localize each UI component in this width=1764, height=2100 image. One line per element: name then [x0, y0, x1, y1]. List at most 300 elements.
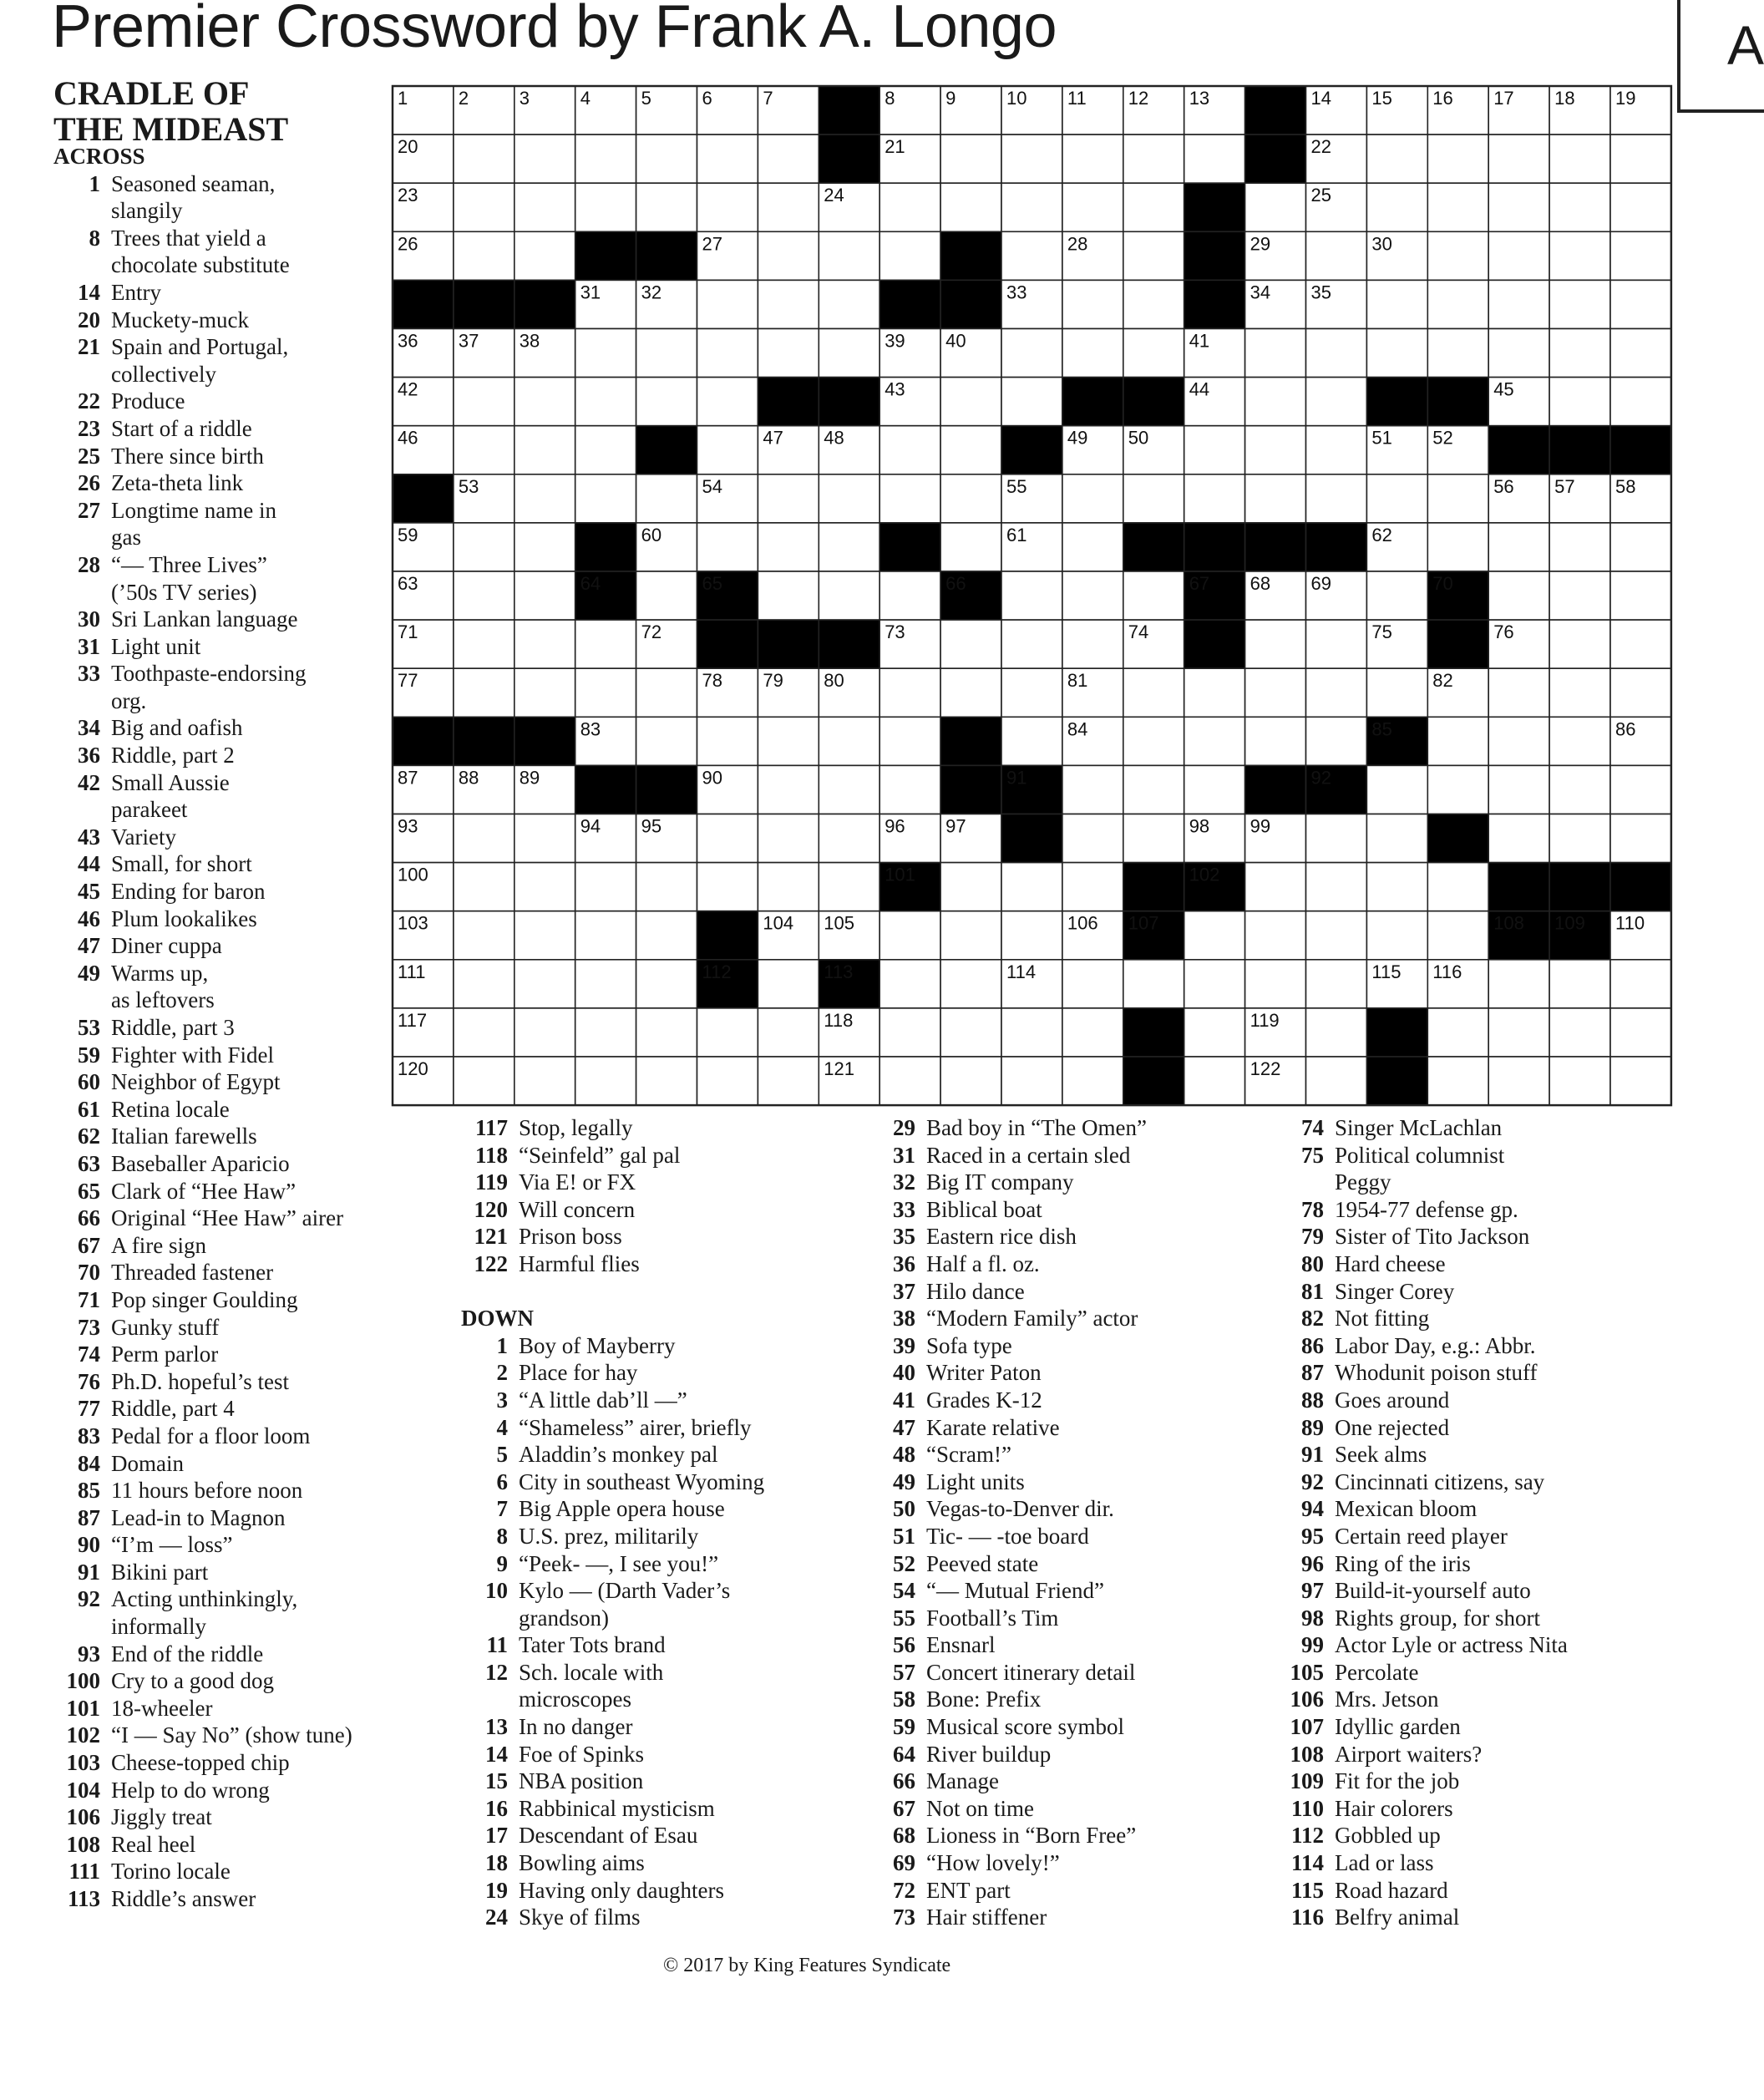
down-clue-57[interactable] [869, 1659, 1270, 1687]
grid-cell[interactable] [1427, 765, 1488, 814]
grid-cell[interactable] [514, 1057, 575, 1105]
down-clue-47[interactable] [869, 1414, 1270, 1442]
down-clue-54[interactable] [869, 1577, 1270, 1605]
grid-cell[interactable] [758, 474, 819, 523]
grid-cell[interactable] [758, 960, 819, 1008]
across-clue-77[interactable] [53, 1395, 446, 1423]
grid-cell[interactable] [1306, 814, 1367, 863]
grid-cell[interactable] [879, 426, 940, 474]
grid-cell[interactable] [1062, 474, 1123, 523]
grid-cell[interactable] [819, 474, 879, 523]
down-clue-66[interactable] [869, 1768, 1270, 1795]
grid-cell[interactable] [758, 1057, 819, 1105]
grid-cell[interactable] [1549, 378, 1610, 426]
grid-cell[interactable] [1366, 134, 1427, 183]
down-clue-51[interactable] [869, 1523, 1270, 1550]
grid-cell[interactable] [1366, 329, 1427, 378]
grid-cell[interactable] [758, 523, 819, 571]
grid-cell[interactable] [1366, 571, 1427, 620]
grid-cell[interactable] [819, 329, 879, 378]
down-clue-81[interactable] [1277, 1278, 1678, 1306]
across-clue-93[interactable] [53, 1641, 446, 1668]
across-clue-113[interactable] [53, 1885, 446, 1913]
grid-cell[interactable] [1245, 426, 1306, 474]
grid-cell[interactable] [1488, 231, 1549, 280]
grid-cell[interactable] [1184, 134, 1245, 183]
across-clue-85[interactable] [53, 1477, 446, 1504]
grid-cell[interactable] [1062, 134, 1123, 183]
down-clue-59[interactable] [869, 1713, 1270, 1741]
grid-cell[interactable] [1366, 183, 1427, 231]
grid-cell[interactable] [1123, 571, 1184, 620]
down-clue-94[interactable] [1277, 1495, 1678, 1523]
grid-cell[interactable] [819, 717, 879, 765]
grid-cell[interactable] [1488, 1057, 1549, 1105]
grid-cell[interactable] [1184, 960, 1245, 1008]
grid-cell[interactable] [1062, 183, 1123, 231]
down-clue-6[interactable] [461, 1468, 862, 1496]
grid-cell[interactable] [940, 183, 1001, 231]
grid-cell[interactable] [1488, 280, 1549, 328]
grid-cell[interactable] [1488, 571, 1549, 620]
grid-cell[interactable] [697, 183, 758, 231]
grid-cell[interactable] [1549, 134, 1610, 183]
down-clue-37[interactable] [869, 1278, 1270, 1306]
down-clue-108[interactable] [1277, 1741, 1678, 1768]
grid-cell[interactable] [514, 620, 575, 668]
grid-cell[interactable] [1366, 814, 1427, 863]
down-clue-74[interactable] [1277, 1114, 1678, 1142]
across-clue-103[interactable] [53, 1749, 446, 1777]
grid-cell[interactable] [575, 620, 636, 668]
grid-cell[interactable] [1427, 474, 1488, 523]
grid-cell[interactable] [575, 329, 636, 378]
across-clue-83[interactable] [53, 1423, 446, 1450]
grid-cell[interactable] [1001, 668, 1062, 717]
grid-cell[interactable] [454, 523, 514, 571]
grid-cell[interactable] [940, 1008, 1001, 1057]
across-clue-65[interactable] [53, 1178, 446, 1205]
grid-cell[interactable] [940, 378, 1001, 426]
grid-cell[interactable] [1001, 571, 1062, 620]
across-clue-102[interactable] [53, 1722, 446, 1749]
grid-cell[interactable] [514, 960, 575, 1008]
across-clue-25[interactable] [53, 443, 446, 470]
grid-cell[interactable] [636, 668, 697, 717]
across-clue-49[interactable] [53, 960, 446, 1014]
across-clue-106[interactable] [53, 1803, 446, 1831]
grid-cell[interactable] [940, 523, 1001, 571]
grid-cell[interactable] [1610, 1008, 1671, 1057]
grid-cell[interactable] [514, 231, 575, 280]
grid-cell[interactable] [1610, 280, 1671, 328]
grid-cell[interactable] [940, 134, 1001, 183]
grid-cell[interactable] [940, 960, 1001, 1008]
grid-cell[interactable] [1610, 231, 1671, 280]
down-clue-69[interactable] [869, 1849, 1270, 1877]
grid-cell[interactable] [1184, 765, 1245, 814]
grid-cell[interactable] [758, 814, 819, 863]
grid-cell[interactable] [454, 668, 514, 717]
down-clue-13[interactable] [461, 1713, 862, 1741]
grid-cell[interactable] [1245, 960, 1306, 1008]
grid-cell[interactable] [1306, 620, 1367, 668]
down-clue-16[interactable] [461, 1795, 862, 1823]
down-clue-91[interactable] [1277, 1441, 1678, 1468]
grid-cell[interactable] [1001, 1008, 1062, 1057]
grid-cell[interactable] [1184, 911, 1245, 960]
grid-cell[interactable] [819, 863, 879, 911]
grid-cell[interactable] [940, 474, 1001, 523]
grid-cell[interactable] [1610, 183, 1671, 231]
grid-cell[interactable] [1184, 717, 1245, 765]
grid-cell[interactable] [1001, 620, 1062, 668]
grid-cell[interactable] [819, 280, 879, 328]
grid-cell[interactable] [1062, 280, 1123, 328]
grid-cell[interactable] [1427, 1057, 1488, 1105]
grid-cell[interactable] [1427, 329, 1488, 378]
grid-cell[interactable] [697, 717, 758, 765]
across-clue-100[interactable] [53, 1667, 446, 1695]
down-clue-116[interactable] [1277, 1904, 1678, 1931]
down-clue-52[interactable] [869, 1550, 1270, 1578]
down-clue-99[interactable] [1277, 1631, 1678, 1659]
across-clue-90[interactable] [53, 1531, 446, 1559]
across-clue-43[interactable] [53, 824, 446, 851]
grid-cell[interactable] [454, 960, 514, 1008]
down-clue-48[interactable] [869, 1441, 1270, 1468]
grid-cell[interactable] [697, 378, 758, 426]
grid-cell[interactable] [697, 814, 758, 863]
grid-cell[interactable] [1306, 329, 1367, 378]
across-clue-14[interactable] [53, 279, 446, 307]
grid-cell[interactable] [1306, 1008, 1367, 1057]
grid-cell[interactable] [819, 523, 879, 571]
down-clue-9[interactable] [461, 1550, 862, 1578]
across-clue-122[interactable] [461, 1250, 862, 1278]
grid-cell[interactable] [879, 911, 940, 960]
across-clue-45[interactable] [53, 878, 446, 905]
across-clue-22[interactable] [53, 388, 446, 415]
down-clue-80[interactable] [1277, 1250, 1678, 1278]
down-clue-58[interactable] [869, 1686, 1270, 1713]
down-clue-68[interactable] [869, 1822, 1270, 1849]
grid-cell[interactable] [1001, 863, 1062, 911]
grid-cell[interactable] [636, 134, 697, 183]
grid-cell[interactable] [1427, 280, 1488, 328]
grid-cell[interactable] [697, 523, 758, 571]
grid-cell[interactable] [819, 571, 879, 620]
grid-cell[interactable] [1549, 960, 1610, 1008]
grid-cell[interactable] [879, 474, 940, 523]
grid-cell[interactable] [1306, 474, 1367, 523]
grid-cell[interactable] [1306, 863, 1367, 911]
grid-cell[interactable] [1184, 1057, 1245, 1105]
grid-cell[interactable] [1306, 378, 1367, 426]
grid-cell[interactable] [1001, 183, 1062, 231]
down-clue-3[interactable] [461, 1387, 862, 1414]
grid-cell[interactable] [636, 378, 697, 426]
grid-cell[interactable] [514, 183, 575, 231]
grid-cell[interactable] [575, 426, 636, 474]
grid-cell[interactable] [1123, 960, 1184, 1008]
grid-cell[interactable] [1427, 134, 1488, 183]
grid-cell[interactable] [1549, 1057, 1610, 1105]
grid-cell[interactable] [575, 474, 636, 523]
across-clue-104[interactable] [53, 1777, 446, 1804]
grid-cell[interactable] [636, 911, 697, 960]
grid-cell[interactable] [879, 571, 940, 620]
down-clue-107[interactable] [1277, 1713, 1678, 1741]
across-clue-74[interactable] [53, 1341, 446, 1368]
grid-cell[interactable] [697, 329, 758, 378]
grid-cell[interactable] [758, 231, 819, 280]
grid-cell[interactable] [1610, 523, 1671, 571]
grid-cell[interactable] [1488, 183, 1549, 231]
grid-cell[interactable] [1549, 231, 1610, 280]
grid-cell[interactable] [636, 960, 697, 1008]
down-clue-1[interactable] [461, 1332, 862, 1360]
down-clue-29[interactable] [869, 1114, 1270, 1142]
down-clue-5[interactable] [461, 1441, 862, 1468]
grid-cell[interactable] [1488, 1008, 1549, 1057]
across-clue-26[interactable] [53, 469, 446, 497]
down-clue-14[interactable] [461, 1741, 862, 1768]
grid-cell[interactable] [1549, 1008, 1610, 1057]
down-clue-50[interactable] [869, 1495, 1270, 1523]
grid-cell[interactable] [1427, 863, 1488, 911]
grid-cell[interactable] [1245, 668, 1306, 717]
across-clue-46[interactable] [53, 905, 446, 933]
grid-cell[interactable] [1245, 717, 1306, 765]
grid-cell[interactable] [514, 571, 575, 620]
down-clue-39[interactable] [869, 1332, 1270, 1360]
down-clue-19[interactable] [461, 1877, 862, 1905]
down-clue-112[interactable] [1277, 1822, 1678, 1849]
grid-cell[interactable] [697, 1057, 758, 1105]
across-clue-119[interactable] [461, 1169, 862, 1196]
down-clue-67[interactable] [869, 1795, 1270, 1823]
grid-cell[interactable] [1610, 571, 1671, 620]
grid-cell[interactable] [1610, 960, 1671, 1008]
down-clue-8[interactable] [461, 1523, 862, 1550]
grid-cell[interactable] [1610, 814, 1671, 863]
grid-cell[interactable] [1123, 668, 1184, 717]
across-clue-44[interactable] [53, 850, 446, 878]
down-clue-115[interactable] [1277, 1877, 1678, 1905]
grid-cell[interactable] [636, 571, 697, 620]
grid-cell[interactable] [1123, 280, 1184, 328]
grid-cell[interactable] [1488, 960, 1549, 1008]
grid-cell[interactable] [1306, 231, 1367, 280]
grid-cell[interactable] [1245, 329, 1306, 378]
grid-cell[interactable] [575, 668, 636, 717]
down-clue-17[interactable] [461, 1822, 862, 1849]
grid-cell[interactable] [940, 863, 1001, 911]
grid-cell[interactable] [758, 1008, 819, 1057]
across-clue-118[interactable] [461, 1142, 862, 1169]
grid-cell[interactable] [575, 183, 636, 231]
down-clue-64[interactable] [869, 1741, 1270, 1768]
grid-cell[interactable] [636, 863, 697, 911]
grid-cell[interactable] [697, 1008, 758, 1057]
across-clue-27[interactable] [53, 497, 446, 551]
grid-cell[interactable] [1123, 717, 1184, 765]
grid-cell[interactable] [697, 134, 758, 183]
grid-cell[interactable] [1549, 620, 1610, 668]
down-clue-95[interactable] [1277, 1523, 1678, 1550]
grid-cell[interactable] [819, 231, 879, 280]
down-clue-49[interactable] [869, 1468, 1270, 1496]
down-clue-33[interactable] [869, 1196, 1270, 1224]
down-clue-72[interactable] [869, 1877, 1270, 1905]
grid-cell[interactable] [575, 1057, 636, 1105]
down-clue-96[interactable] [1277, 1550, 1678, 1578]
grid-cell[interactable] [879, 231, 940, 280]
grid-cell[interactable] [1366, 474, 1427, 523]
grid-cell[interactable] [940, 1057, 1001, 1105]
grid-cell[interactable] [1062, 1008, 1123, 1057]
grid-cell[interactable] [819, 765, 879, 814]
grid-cell[interactable] [1610, 668, 1671, 717]
grid-cell[interactable] [1245, 183, 1306, 231]
grid-cell[interactable] [1306, 911, 1367, 960]
grid-cell[interactable] [1488, 329, 1549, 378]
grid-cell[interactable] [575, 960, 636, 1008]
grid-cell[interactable] [514, 668, 575, 717]
grid-cell[interactable] [1306, 1057, 1367, 1105]
grid-cell[interactable] [514, 863, 575, 911]
grid-cell[interactable] [514, 134, 575, 183]
grid-cell[interactable] [940, 426, 1001, 474]
grid-cell[interactable] [1549, 668, 1610, 717]
grid-cell[interactable] [636, 474, 697, 523]
grid-cell[interactable] [514, 523, 575, 571]
grid-cell[interactable] [879, 1057, 940, 1105]
grid-cell[interactable] [758, 571, 819, 620]
grid-cell[interactable] [454, 134, 514, 183]
across-clue-60[interactable] [53, 1068, 446, 1096]
grid-cell[interactable] [454, 378, 514, 426]
grid-cell[interactable] [758, 717, 819, 765]
grid-cell[interactable] [575, 378, 636, 426]
across-clue-92[interactable] [53, 1585, 446, 1640]
grid-cell[interactable] [575, 134, 636, 183]
down-clue-88[interactable] [1277, 1387, 1678, 1414]
grid-cell[interactable] [454, 231, 514, 280]
down-clue-86[interactable] [1277, 1332, 1678, 1360]
across-clue-30[interactable] [53, 606, 446, 633]
grid-cell[interactable] [1488, 765, 1549, 814]
grid-cell[interactable] [1245, 620, 1306, 668]
grid-cell[interactable] [758, 183, 819, 231]
grid-cell[interactable] [940, 911, 1001, 960]
grid-cell[interactable] [514, 378, 575, 426]
down-clue-31[interactable] [869, 1142, 1270, 1169]
grid-cell[interactable] [1001, 231, 1062, 280]
across-clue-84[interactable] [53, 1450, 446, 1478]
grid-cell[interactable] [879, 668, 940, 717]
down-clue-32[interactable] [869, 1169, 1270, 1196]
grid-cell[interactable] [1427, 717, 1488, 765]
grid-cell[interactable] [1610, 378, 1671, 426]
grid-cell[interactable] [575, 911, 636, 960]
grid-cell[interactable] [454, 571, 514, 620]
across-clue-76[interactable] [53, 1368, 446, 1396]
grid-cell[interactable] [454, 814, 514, 863]
grid-cell[interactable] [1427, 1008, 1488, 1057]
grid-cell[interactable] [1366, 863, 1427, 911]
grid-cell[interactable] [636, 1057, 697, 1105]
down-clue-36[interactable] [869, 1250, 1270, 1278]
down-clue-79[interactable] [1277, 1223, 1678, 1250]
grid-cell[interactable] [758, 134, 819, 183]
grid-cell[interactable] [758, 329, 819, 378]
down-clue-114[interactable] [1277, 1849, 1678, 1877]
across-clue-108[interactable] [53, 1831, 446, 1859]
across-clue-91[interactable] [53, 1559, 446, 1586]
grid-cell[interactable] [1427, 523, 1488, 571]
grid-cell[interactable] [1488, 134, 1549, 183]
grid-cell[interactable] [1366, 668, 1427, 717]
across-clue-20[interactable] [53, 307, 446, 334]
across-clue-71[interactable] [53, 1286, 446, 1314]
grid-cell[interactable] [1123, 134, 1184, 183]
across-clue-67[interactable] [53, 1232, 446, 1260]
grid-cell[interactable] [1488, 523, 1549, 571]
down-clue-105[interactable] [1277, 1659, 1678, 1687]
grid-cell[interactable] [1245, 474, 1306, 523]
grid-cell[interactable] [1062, 523, 1123, 571]
grid-cell[interactable] [1001, 134, 1062, 183]
grid-cell[interactable] [1062, 863, 1123, 911]
grid-cell[interactable] [758, 863, 819, 911]
grid-cell[interactable] [1001, 1057, 1062, 1105]
across-clue-117[interactable] [461, 1114, 862, 1142]
grid-cell[interactable] [697, 863, 758, 911]
grid-cell[interactable] [454, 1057, 514, 1105]
down-clue-89[interactable] [1277, 1414, 1678, 1442]
grid-cell[interactable] [1184, 474, 1245, 523]
grid-cell[interactable] [636, 329, 697, 378]
down-clue-10[interactable] [461, 1577, 862, 1631]
down-clue-4[interactable] [461, 1414, 862, 1442]
grid-cell[interactable] [1306, 717, 1367, 765]
grid-cell[interactable] [1184, 426, 1245, 474]
grid-cell[interactable] [1488, 814, 1549, 863]
across-clue-36[interactable] [53, 742, 446, 769]
grid-cell[interactable] [454, 426, 514, 474]
grid-cell[interactable] [1123, 183, 1184, 231]
down-clue-35[interactable] [869, 1223, 1270, 1250]
grid-cell[interactable] [879, 717, 940, 765]
grid-cell[interactable] [1306, 426, 1367, 474]
grid-cell[interactable] [1245, 863, 1306, 911]
across-clue-66[interactable] [53, 1205, 446, 1232]
grid-cell[interactable] [1001, 911, 1062, 960]
grid-cell[interactable] [1062, 814, 1123, 863]
down-clue-110[interactable] [1277, 1795, 1678, 1823]
grid-cell[interactable] [636, 1008, 697, 1057]
down-clue-15[interactable] [461, 1768, 862, 1795]
grid-cell[interactable] [1610, 134, 1671, 183]
grid-cell[interactable] [1306, 668, 1367, 717]
grid-cell[interactable] [1123, 474, 1184, 523]
grid-cell[interactable] [454, 620, 514, 668]
across-clue-62[interactable] [53, 1123, 446, 1150]
grid-cell[interactable] [636, 717, 697, 765]
grid-cell[interactable] [697, 426, 758, 474]
